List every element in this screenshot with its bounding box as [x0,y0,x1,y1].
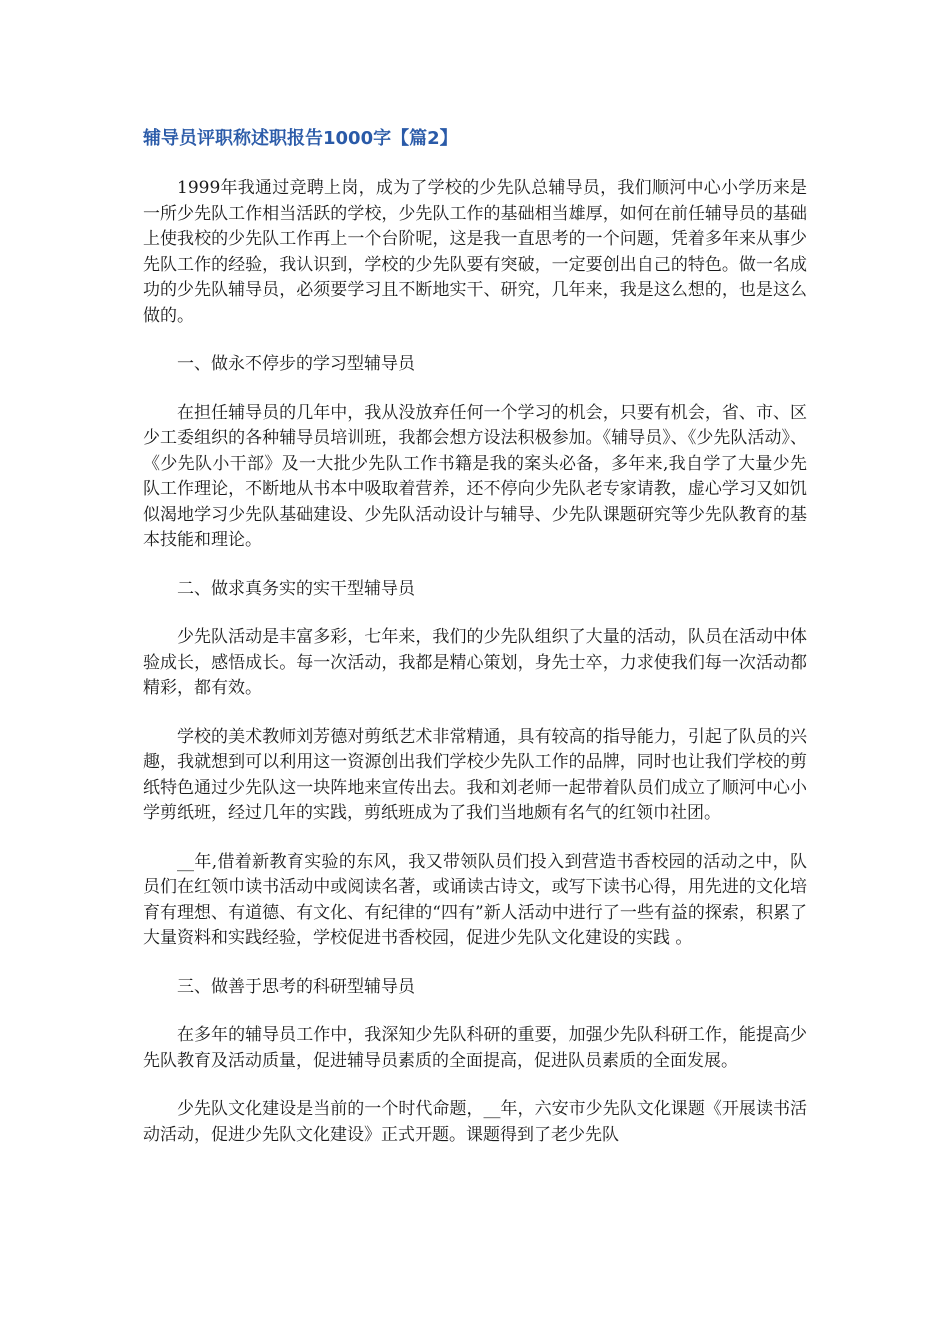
paragraph-reading: __年,借着新教育实验的东风，我又带领队员们投入到营造书香校园的活动之中，队员们在红领巾读书活动中或阅读名著，或诵读古诗文，或写下读书心得，用先进的文化培育有理想、有道德、有文化、有纪律的“四有”新人活动中进行了一些有益的探索，积累了大量资料和实践经验，学校促进书香校园，促进少先队文化建设的实践 。 [143,851,807,948]
paragraph-culture: 少先队文化建设是当前的一个时代命题，__年，六安市少先队文化课题《开展读书活动活动，促进少先队文化建设》正式开题。课题得到了老少先队 [143,1099,807,1145]
paragraph-learning: 在担任辅导员的几年中，我从没放弃任何一个学习的机会，只要有机会，省、市、区少工委组织的各种辅导员培训班，我都会想方设法积极参加。《辅导员》、《少先队活动》、《少先队小干部》及一大批少先队工作书籍是我的案头必备，多年来,我自学了大量少先队工作理论，不断地从书本中吸取着营养，还不停向少先队老专家请教，虚心学习又如饥似渴地学习少先队基础建设、少先队活动设计与辅导、少先队课题研究等少先队教育的基本技能和理论。 [143,402,807,550]
section-heading-2: 二、做求真务实的实干型辅导员 [177,578,415,599]
document-body [143,126,807,1171]
section-heading-1: 一、做永不停步的学习型辅导员 [177,354,415,374]
paragraph-papercut: 学校的美术教师刘芳德对剪纸艺术非常精通，具有较高的指导能力，引起了队员的兴趣，我就想到可以利用这一资源创出我们学校少先队工作的品牌，同时也让我们学校的剪纸特色通过少先队这一块阵地来宣传出去。我和刘老师一起带着队员们成立了顺河中心小学剪纸班，经过几年的实践，剪纸班成为了我们当地颇有名气的红领巾社团。 [143,726,807,823]
paragraph-research: 在多年的辅导员工作中，我深知少先队科研的重要，加强少先队科研工作，能提高少先队教育及活动质量，促进辅导员素质的全面提高，促进队员素质的全面发展。 [143,1025,807,1071]
paragraph-intro: 1999年我通过竞聘上岗，成为了学校的少先队总辅导员，我们顺河中心小学历来是一所少先队工作相当活跃的学校，少先队工作的基础相当雄厚，如何在前任辅导员的基础上使我校的少先队工作再上一个台阶呢，这是我一直思考的一个问题，凭着多年来从事少先队工作的经验，我认识到，学校的少先队要有突破，一定要创出自己的特色。做一名成功的少先队辅导员，必须要学习且不断地实干、研究，几年来，我是这么想的，也是这么做的。 [143,178,807,326]
section-heading-3: 三、做善于思考的科研型辅导员 [177,976,415,997]
paragraph-activities: 少先队活动是丰富多彩，七年来，我们的少先队组织了大量的活动，队员在活动中体验成长，感悟成长。每一次活动，我都是精心策划，身先士卒，力求使我们每一次活动都精彩，都有效。 [143,627,807,698]
document-title: 辅导员评职称述职报告1000字【篇2】 [143,128,458,149]
